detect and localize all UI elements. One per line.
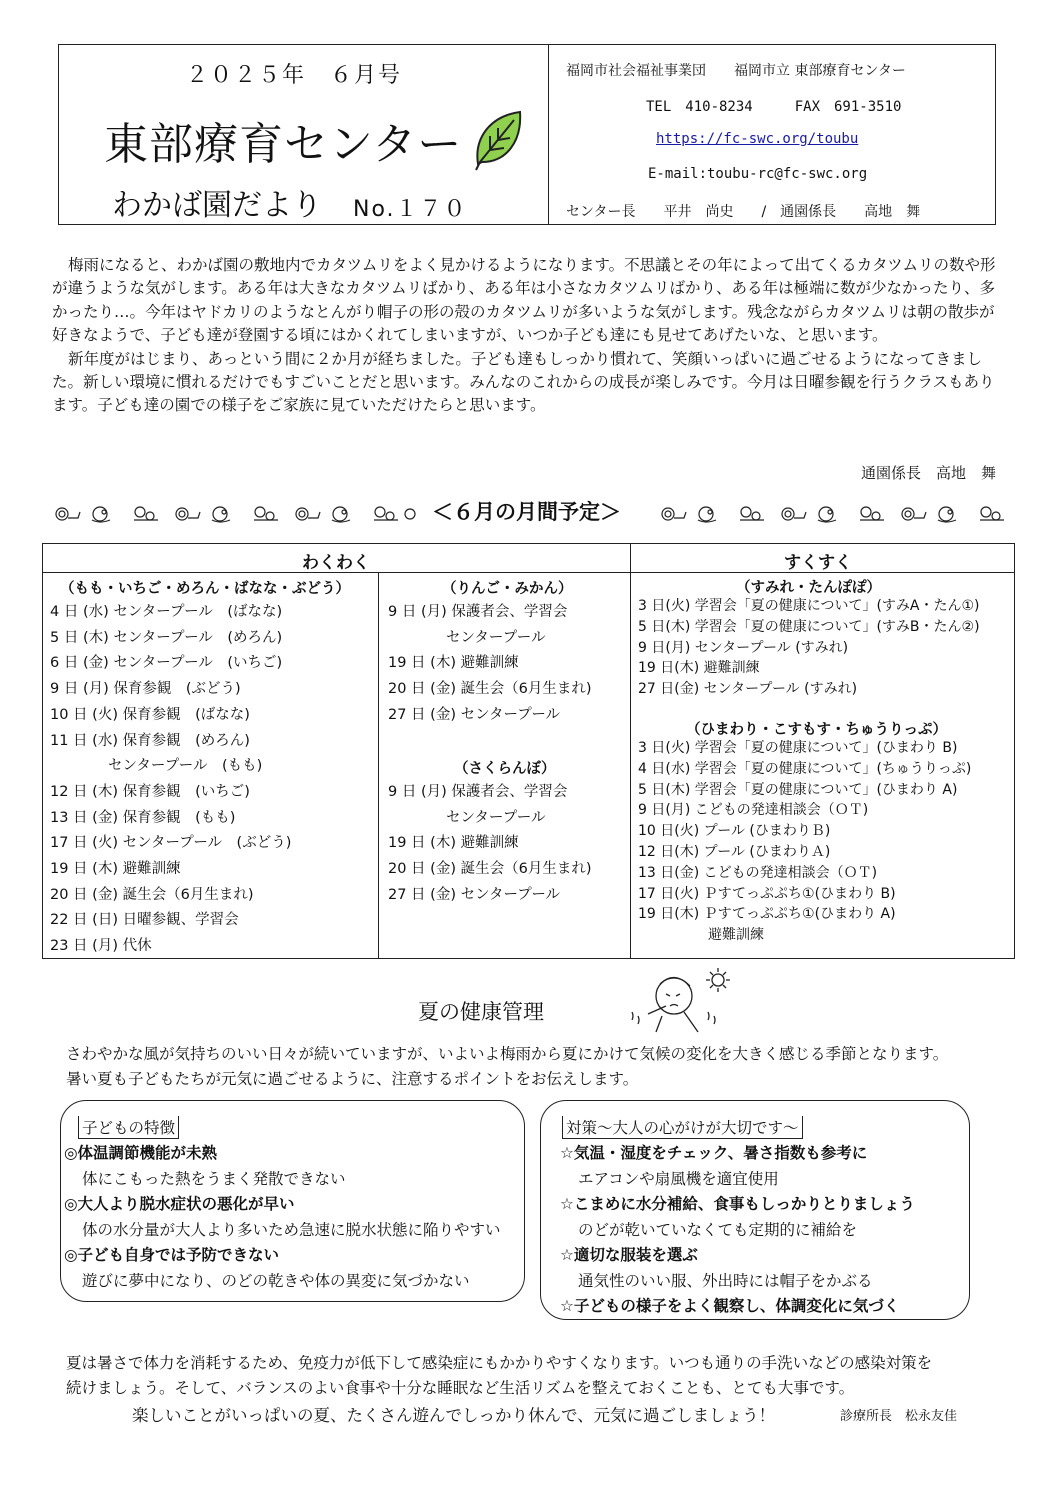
schedule-list-wakuwaku-1 <box>50 600 291 960</box>
list-item: 10 日 (火) 保育参観 (ばなな) <box>50 706 250 723</box>
list-item: 6 日 (金) センタープール (いちご) <box>50 655 283 672</box>
list-item: 19 日(木) 避難訓練 <box>638 660 760 677</box>
trait-heading: ◎子ども自身では予防できない <box>64 1246 280 1264</box>
list-item: 4 日(水) 学習会「夏の健康について」(ちゅうりっぷ) <box>638 760 972 777</box>
list-item: 19 日 (木) 避難訓練 <box>388 655 519 672</box>
trait-heading: ◎体温調節機能が未熟 <box>64 1144 218 1162</box>
list-item: 19 日 (木) 避難訓練 <box>50 861 181 878</box>
summer-health-title: 夏の健康管理 <box>418 1000 544 1024</box>
list-item: 10 日(火) プール (ひまわりＢ) <box>638 823 831 840</box>
newsletter-subtitle: わかば園だより <box>112 188 322 223</box>
list-item: センタープール (もも) <box>50 758 263 775</box>
list-item: 22 日 (日) 日曜参観、学習会 <box>50 912 239 929</box>
list-item: 13 日(金) こどもの発達相談会（ＯＴ) <box>638 864 878 881</box>
list-item: 9 日(月) こどもの発達相談会（ＯＴ) <box>638 802 869 819</box>
issue-date: ２０２５年 ６月号 <box>186 63 403 88</box>
intro-text <box>52 254 998 418</box>
table-divider-2 <box>630 543 631 959</box>
trait-heading: ◎大人より脱水症状の悪化が早い <box>64 1195 295 1213</box>
intro-signature: 通園係長 高地 舞 <box>860 464 996 482</box>
list-item: 19 日(木) Ｐすてっぷぷち①(ひまわり A) <box>638 906 896 923</box>
list-item: 11 日 (水) 保育参観 (めろん) <box>50 732 250 749</box>
organization: 福岡市社会福祉事業団 福岡市立 東部療育センター <box>566 63 906 79</box>
table-divider-1 <box>378 572 379 959</box>
group-title-wakuwaku-2: （りんご・みかん） <box>442 581 573 597</box>
list-item: 9 日 (月) 保育参観 (ぶどう) <box>50 681 241 698</box>
intro-paragraph-2: 新年度がはじまり、あっという間に２か月が経ちました。子ども達もしっかり慣れて、笑顔いっぱいに過ごせるようになってきました。新しい環境に慣れるだけでもすごいことだと思います。みんなのこれからの成長が楽しみです。今月は日曜参観を行うクラスもあります。子ども達の園での様子をご家族に見ていただけたらと思います。 <box>52 349 995 415</box>
measure-text: エアコンや扇風機を適宜使用 <box>578 1169 779 1188</box>
schedule-list-wakuwaku-2 <box>388 600 591 729</box>
issue-number: No.１７０ <box>353 197 468 222</box>
summer-intro-2: 暑い夏も子どもたちが元気に過ごせるように、注意するポイントをお伝えします。 <box>66 1070 639 1088</box>
measure-text: 通気性のいい服、外出時には帽子をかぶる <box>578 1271 873 1290</box>
countermeasures-label: 対策～大人の心がけが大切です～ <box>562 1116 803 1139</box>
snail-decoration-left-icon <box>48 500 418 524</box>
leaf-icon <box>470 108 524 172</box>
list-item: 27 日(金) センタープール (すみれ) <box>638 681 858 698</box>
summer-closing: 楽しいことがいっぱいの夏、たくさん遊んでしっかり休んで、元気に過ごしましょう！ <box>132 1406 776 1425</box>
staff-names: センター長 平井 尚史 / 通園係長 高地 舞 <box>566 204 921 220</box>
list-item: 避難訓練 <box>638 927 764 944</box>
summer-footer-1: 夏は暑さで体力を消耗するため、免疫力が低下して感染症にもかかりやすくなります。いつも通りの手洗いなどの感染対策を <box>66 1354 933 1372</box>
list-item: 12 日(木) プール (ひまわりＡ) <box>638 843 831 860</box>
child-traits-list <box>64 1141 501 1294</box>
list-item: センタープール <box>388 809 546 826</box>
list-item: センタープール <box>388 629 546 646</box>
group-title-wakuwaku-3: （さくらんぼ） <box>454 761 556 777</box>
intro-paragraph-1: 梅雨になると、わかば園の敷地内でカタツムリをよく見かけるようになります。不思議とその年によって出てくるカタツムリの数や形が違うような気がします。ある年は大きなカタツムリばかり、ある年は小さなカタツムリばかり、ある年は極端に数が少なかったり、多かったり…。今年はヤドカリのようなとんがり帽子の形の殻のカタツムリが多いような気がします。残念ながらカタツムリは朝の散歩が好きなようで、子ども達が登園する頃にはかくれてしまいますが、いつか子ども達にも見せてあげたいな、と思います。 <box>52 256 996 345</box>
list-item: 4 日 (水) センタープール (ばなな) <box>50 604 283 620</box>
list-item: 17 日(火) Ｐすてっぷぷち①(ひまわり B) <box>638 885 896 902</box>
list-item: 20 日 (金) 誕生会（6月生まれ) <box>388 861 592 878</box>
list-item: 27 日 (金) センタープール <box>388 706 561 723</box>
summer-intro-1: さわやかな風が気持ちのいい日々が続いていますが、いよいよ梅雨から夏にかけて気候の変化を大きく感じる季節となります。 <box>66 1045 949 1063</box>
list-item: 13 日 (金) 保育参観 (もも) <box>50 809 236 826</box>
list-item: 5 日 (木) センタープール (めろん) <box>50 629 283 646</box>
summer-signature: 診療所長 松永友佳 <box>840 1409 958 1424</box>
website-link[interactable]: https://fc-swc.org/toubu <box>656 131 859 147</box>
summer-footer-2: 続けましょう。そして、バランスのよい食事や十分な睡眠など生活リズムを整えておくことも、とても大事です。 <box>66 1379 855 1397</box>
list-item: 9 日(月) センタープール (すみれ) <box>638 639 849 656</box>
measure-heading: ☆子どもの様子をよく観察し、体調変化に気づく <box>560 1297 900 1315</box>
header-divider <box>548 44 549 225</box>
newsletter-title: 東部療育センター <box>104 119 463 170</box>
list-item: 3 日(火) 学習会「夏の健康について」(ひまわり B) <box>638 740 958 756</box>
group-title-sukusuku-2: （ひまわり・こすもす・ちゅうりっぷ） <box>686 722 947 738</box>
group-title-sukusuku-1: （すみれ・たんぽぽ） <box>736 580 881 596</box>
schedule-list-wakuwaku-3 <box>388 780 591 909</box>
list-item: 20 日 (金) 誕生会（6月生まれ) <box>388 681 592 698</box>
list-item: 9 日 (月) 保護者会、学習会 <box>388 604 568 620</box>
measure-heading: ☆気温・湿度をチェック、暑さ指数も参考に <box>560 1144 868 1162</box>
list-item: 9 日 (月) 保護者会、学習会 <box>388 784 568 800</box>
measure-heading: ☆適切な服装を選ぶ <box>560 1246 698 1264</box>
list-item: 17 日 (火) センタープール (ぶどう) <box>50 835 292 852</box>
table-header-line <box>42 572 1015 573</box>
child-traits-label: 子どもの特徴 <box>78 1116 179 1139</box>
list-item: 20 日 (金) 誕生会（6月生まれ) <box>50 886 254 903</box>
trait-text: 体の水分量が大人より多いため急速に脱水状態に陥りやすい <box>82 1220 501 1239</box>
contact-email[interactable]: E-mail:toubu-rc@fc-swc.org <box>648 166 868 182</box>
schedule-title: ＜６月の月間予定＞ <box>432 500 621 524</box>
schedule-list-sukusuku-1 <box>638 596 980 700</box>
list-item: 12 日 (木) 保育参観 (いちご) <box>50 783 250 800</box>
trait-text: 体にこもった熱をうまく発散できない <box>82 1169 346 1188</box>
list-item: 27 日 (金) センタープール <box>388 886 561 903</box>
measure-heading: ☆こまめに水分補給、食事もしっかりとりましょう <box>560 1195 915 1213</box>
list-item: 19 日 (木) 避難訓練 <box>388 835 519 852</box>
list-item: 3 日(火) 学習会「夏の健康について」(すみA・たん①) <box>638 598 980 614</box>
countermeasures-list <box>560 1141 915 1320</box>
snail-decoration-right-icon <box>654 500 1016 524</box>
header-wakuwaku: わくわく <box>302 553 370 573</box>
list-item: 5 日(木) 学習会「夏の健康について」(ひまわり A) <box>638 781 958 798</box>
contact-phone-fax: TEL 410-8234 FAX 691-3510 <box>646 99 902 115</box>
list-item: 5 日(木) 学習会「夏の健康について」(すみB・たん②) <box>638 618 980 635</box>
hot-child-sun-icon <box>626 964 738 1034</box>
header-sukusuku: すくすく <box>784 553 852 573</box>
measure-text: のどが乾いていなくても定期的に補給を <box>578 1220 858 1239</box>
schedule-list-sukusuku-2 <box>638 738 971 946</box>
trait-text: 遊びに夢中になり、のどの乾きや体の異変に気づかない <box>82 1271 470 1290</box>
list-item: 23 日 (月) 代休 <box>50 938 152 955</box>
group-title-wakuwaku-1: （もも・いちご・めろん・ばなな・ぶどう） <box>60 581 350 597</box>
